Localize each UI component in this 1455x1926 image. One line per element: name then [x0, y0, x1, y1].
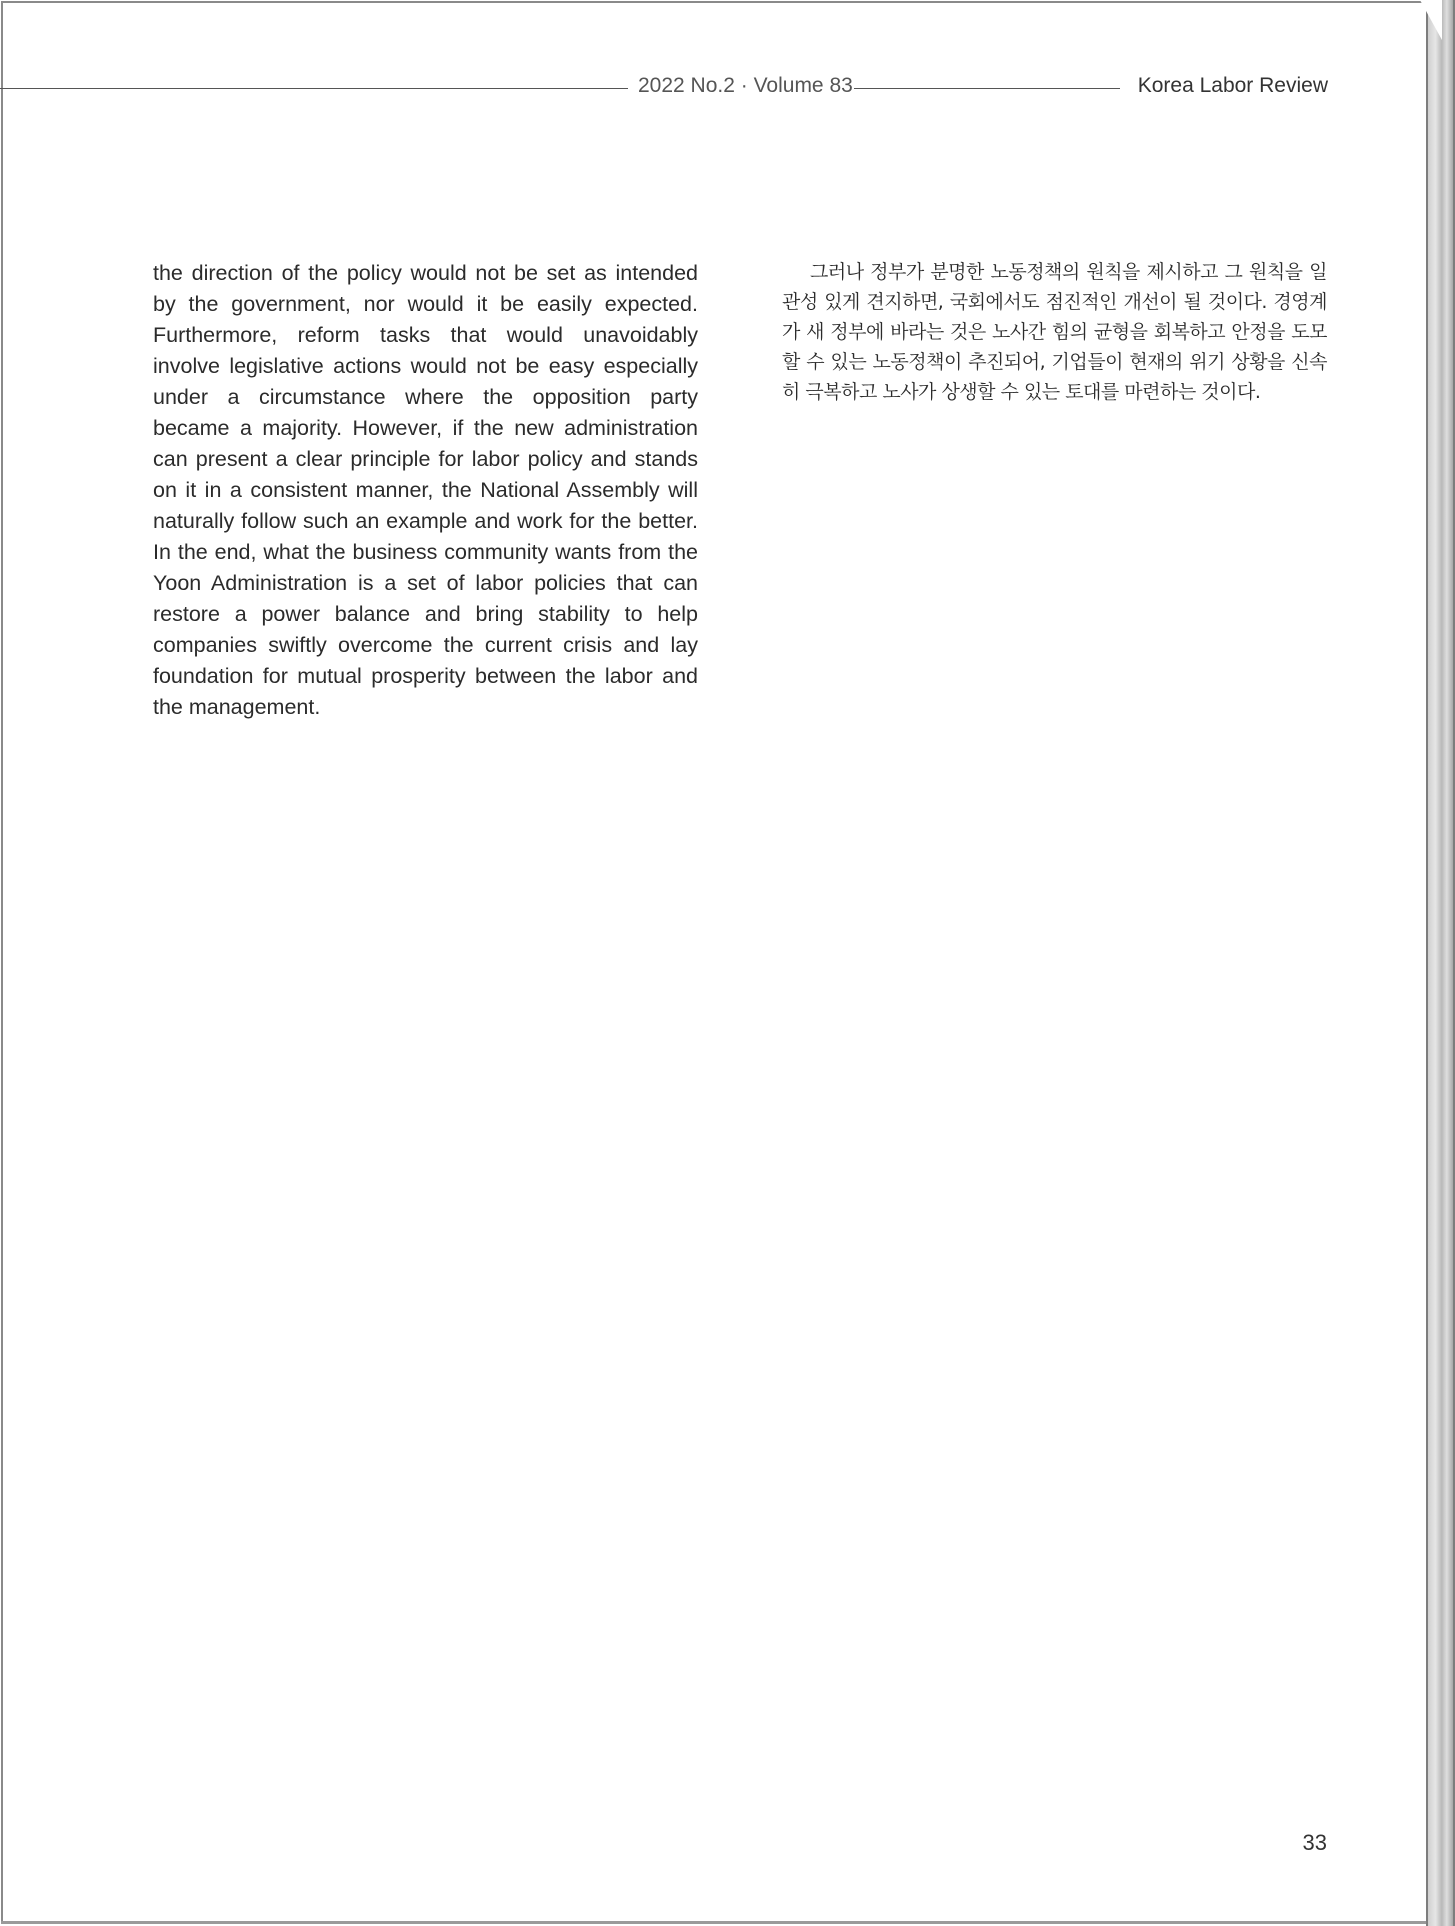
page-number: 33: [1302, 1830, 1327, 1855]
page-bottom-edge: [1, 1921, 1441, 1924]
issue-info: 2022 No.2 · Volume 83: [638, 74, 853, 97]
header-rule-left: [0, 88, 628, 89]
english-column-paragraph: the direction of the policy would not be set as intended by the government, nor would it be easily expected. Furthermore, reform tasks that would unavoidably involve legislative actions would not be easy especially under a circumstance where the opposition party became a majority. However, if the new administration can present a clear principle for labor policy and stands on it in a consistent manner, the National Assembly will naturally follow such an example and work for the better. In the end, what the business community wants from the Yoon Administration is a set of labor policies that can restore a power balance and bring stability to help companies swiftly overcome the current crisis and lay foundation for mutual prosperity between the labor and the management.: [153, 261, 698, 719]
running-header: [0, 74, 1330, 104]
korean-column-paragraph: 그러나 정부가 분명한 노동정책의 원칙을 제시하고 그 원칙을 일관성 있게 견지하면, 국회에서도 점진적인 개선이 될 것이다. 경영계가 새 정부에 바라는 것은 노사간 힘의 균형을 회복하고 안정을 도모할 수 있는 노동정책이 추진되어, 기업들이 현재의 위기 상황을 신속히 극복하고 노사가 상생할 수 있는 토대를 마련하는 것이다.: [782, 261, 1327, 403]
page-stack-edge: [1426, 0, 1455, 1926]
journal-title: Korea Labor Review: [1137, 74, 1328, 97]
page-corner: [1420, 0, 1442, 40]
header-rule-middle: [854, 88, 1120, 89]
